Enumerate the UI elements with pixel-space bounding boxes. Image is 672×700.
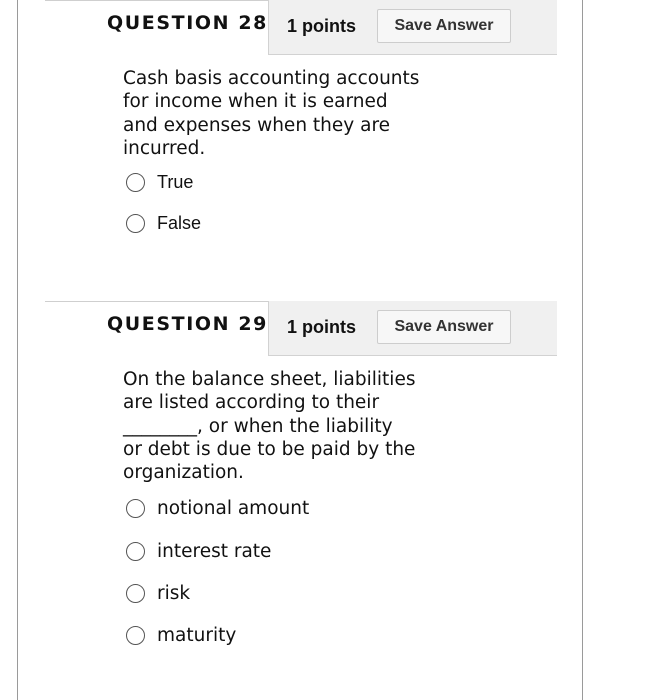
answer-option-notional-amount[interactable] (126, 498, 309, 519)
radio-button[interactable] (126, 542, 145, 561)
option-label: notional amount (157, 498, 310, 519)
answer-option-maturity[interactable] (126, 625, 236, 646)
radio-button[interactable] (126, 214, 145, 233)
radio-button[interactable] (126, 499, 145, 518)
option-label: True (157, 172, 194, 192)
answer-option-interest-rate[interactable] (126, 541, 271, 562)
option-label: maturity (157, 625, 237, 646)
radio-button[interactable] (126, 626, 145, 645)
radio-button[interactable] (126, 584, 145, 603)
question-text: On the balance sheet, liabilities are listed according to their ________, or when the liability or debt is due to be paid by the organization. (123, 369, 416, 484)
option-label: interest rate (157, 541, 272, 562)
question-text: Cash basis accounting accounts for income when it is earned and expenses when they are incurred. (123, 68, 420, 159)
question-title: QUESTION 29 (107, 313, 268, 335)
question-points: 1 points (287, 16, 357, 36)
question-28 (45, 0, 557, 300)
question-title: QUESTION 28 (107, 12, 268, 34)
option-label: risk (157, 583, 191, 604)
question-header-box (268, 301, 557, 356)
question-header-box (268, 0, 557, 55)
option-label: False (157, 213, 202, 233)
answer-option-true[interactable] (126, 172, 193, 193)
answer-option-risk[interactable] (126, 583, 190, 604)
question-points: 1 points (287, 317, 357, 337)
question-29 (45, 301, 557, 700)
save-answer-button[interactable]: Save Answer (377, 310, 511, 344)
save-answer-button[interactable]: Save Answer (377, 9, 511, 43)
answer-option-false[interactable] (126, 213, 201, 234)
radio-button[interactable] (126, 173, 145, 192)
